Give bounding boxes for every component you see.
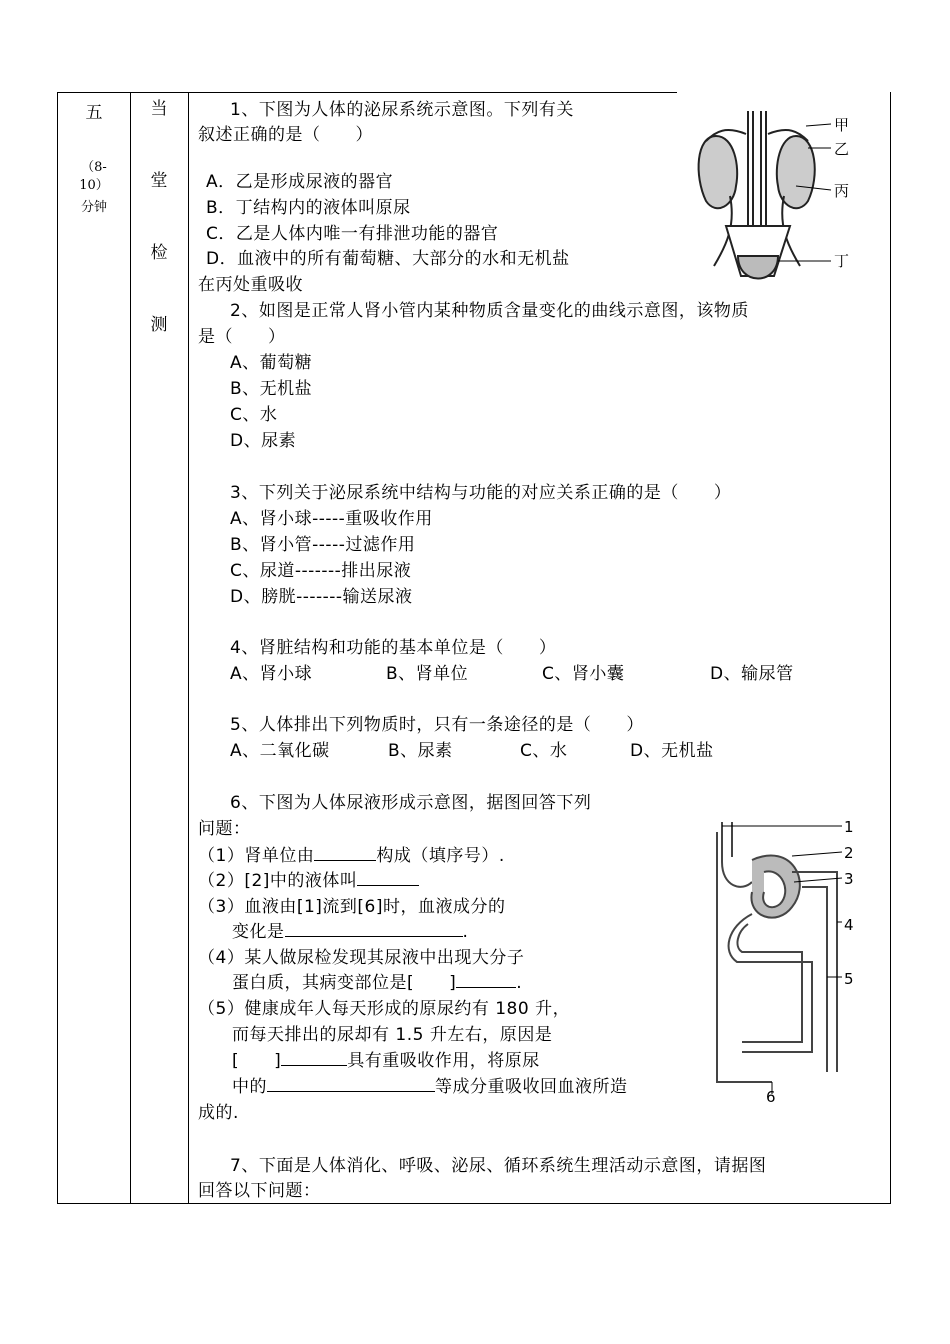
label-jia: 甲 bbox=[834, 116, 850, 134]
q7-stem: 7、下面是人体消化、呼吸、泌尿、循环系统生理活动示意图，请据图 bbox=[230, 1156, 767, 1176]
q6-sub5: （5）健康成年人每天形成的原尿约有 180 升， bbox=[198, 999, 571, 1019]
q6-sub5-cont: 而每天排出的尿却有 1.5 升左右，原因是 bbox=[232, 1025, 553, 1045]
q5-option-b: B、尿素 bbox=[388, 741, 453, 761]
q7-stem: 回答以下问题： bbox=[198, 1181, 321, 1201]
nephron-label-4: 4 bbox=[844, 916, 855, 934]
q5-stem: 5、人体排出下列物质时，只有一条途径的是（ ） bbox=[230, 715, 644, 735]
q4-option-d: D、输尿管 bbox=[710, 664, 794, 684]
label-bing: 丙 bbox=[834, 182, 850, 200]
answer-blank[interactable] bbox=[281, 1049, 347, 1066]
q4-option-c: C、肾小囊 bbox=[542, 664, 625, 684]
section-number: 五 bbox=[85, 103, 103, 123]
q1-option-a: A．乙是形成尿液的器官 bbox=[206, 172, 394, 192]
q6-sub1-text: 构成（填序号）. bbox=[376, 846, 505, 866]
q1-option-b: B．丁结构内的液体叫原尿 bbox=[206, 198, 411, 218]
answer-blank[interactable] bbox=[285, 920, 463, 937]
q3-option-d: D、膀胱-------输送尿液 bbox=[230, 587, 413, 607]
nephron-label-1: 1 bbox=[844, 818, 855, 836]
nephron-label-6: 6 bbox=[766, 1088, 777, 1102]
q6-sub3: （3）血液由[1]流到[6]时，血液成分的 bbox=[198, 897, 506, 917]
section-cell bbox=[58, 92, 130, 221]
q5-option-d: D、无机盐 bbox=[630, 741, 714, 761]
q6-sub2-text: （2）[2]中的液体叫 bbox=[198, 871, 358, 891]
q6-sub5-text: 中的 bbox=[232, 1077, 267, 1097]
q2-stem: 是（ ） bbox=[198, 327, 286, 347]
section-time bbox=[58, 155, 130, 221]
q2-option-b: B、无机盐 bbox=[230, 379, 313, 399]
q3-stem: 3、下列关于泌尿系统中结构与功能的对应关系正确的是（ ） bbox=[230, 483, 732, 503]
title-char: 堂 bbox=[150, 171, 168, 191]
answer-blank[interactable] bbox=[267, 1075, 435, 1092]
time-line: 分钟 bbox=[80, 200, 107, 215]
answer-blank[interactable] bbox=[357, 869, 419, 886]
q6-sub5-end: 成的. bbox=[198, 1103, 239, 1123]
answer-blank[interactable] bbox=[314, 844, 376, 861]
q2-option-d: D、尿素 bbox=[230, 431, 297, 451]
label-ding: 丁 bbox=[834, 252, 850, 270]
q4-stem: 4、肾脏结构和功能的基本单位是（ ） bbox=[230, 638, 557, 658]
q1-stem: 1、下图为人体的泌尿系统示意图。下列有关 bbox=[230, 100, 574, 120]
q6-sub1-text: （1）肾单位由 bbox=[198, 846, 315, 866]
q6-sub4: （4）某人做尿检发现其尿液中出现大分子 bbox=[198, 948, 525, 968]
q3-option-c: C、尿道-------排出尿液 bbox=[230, 561, 412, 581]
q6-sub5-cont bbox=[232, 1049, 540, 1073]
q1-option-c: C．乙是人体内唯一有排泄功能的器官 bbox=[206, 224, 499, 244]
title-char: 检 bbox=[150, 243, 168, 263]
title-char: 测 bbox=[150, 315, 168, 335]
q6-stem: 问题： bbox=[198, 819, 251, 839]
q6-sub5-cont bbox=[232, 1075, 628, 1099]
q2-stem: 2、如图是正常人肾小管内某种物质含量变化的曲线示意图，该物质 bbox=[230, 301, 749, 321]
q5-option-c: C、水 bbox=[520, 741, 568, 761]
q2-option-c: C、水 bbox=[230, 405, 278, 425]
q6-sub3-text: 变化是 bbox=[232, 922, 285, 942]
q1-option-d: D．血液中的所有葡萄糖、大部分的水和无机盐 bbox=[206, 249, 570, 269]
q6-sub4-text: 蛋白质，其病变部位是[ ] bbox=[232, 973, 457, 993]
section-title-cell bbox=[130, 92, 188, 382]
q6-sub2 bbox=[198, 869, 419, 893]
q6-sub4-cont bbox=[232, 971, 522, 995]
q6-sub1 bbox=[198, 844, 505, 868]
q6-stem: 6、下图为人体尿液形成示意图，据图回答下列 bbox=[230, 793, 592, 813]
time-line: 10） bbox=[79, 178, 109, 193]
worksheet-table bbox=[57, 92, 891, 1204]
q3-option-b: B、肾小管-----过滤作用 bbox=[230, 535, 416, 555]
urinary-system-figure bbox=[686, 106, 876, 286]
label-yi: 乙 bbox=[834, 140, 850, 158]
q6-sub4-text: . bbox=[516, 973, 523, 993]
questions-content bbox=[198, 92, 884, 1203]
title-char: 当 bbox=[150, 99, 168, 119]
time-line: （8- bbox=[81, 160, 107, 175]
q5-option-a: A、二氧化碳 bbox=[230, 741, 330, 761]
q2-option-a: A、葡萄糖 bbox=[230, 353, 313, 373]
nephron-label-2: 2 bbox=[844, 844, 855, 862]
q6-sub5-text: [ ] bbox=[232, 1051, 282, 1071]
q1-option-d-cont: 在丙处重吸收 bbox=[198, 275, 303, 295]
q3-option-a: A、肾小球-----重吸收作用 bbox=[230, 509, 433, 529]
q6-sub5-text: 具有重吸收作用，将原尿 bbox=[347, 1051, 540, 1071]
nephron-figure bbox=[712, 812, 892, 1102]
nephron-label-5: 5 bbox=[844, 970, 855, 988]
answer-blank[interactable] bbox=[456, 971, 516, 988]
q6-sub3-cont bbox=[232, 920, 468, 944]
q4-option-b: B、肾单位 bbox=[386, 664, 469, 684]
nephron-label-3: 3 bbox=[844, 870, 855, 888]
q6-sub5-text: 等成分重吸收回血液所造 bbox=[435, 1077, 628, 1097]
q4-option-a: A、肾小球 bbox=[230, 664, 313, 684]
q6-sub3-text: . bbox=[462, 922, 469, 942]
q1-stem: 叙述正确的是（ ） bbox=[198, 125, 373, 145]
column-divider bbox=[188, 92, 189, 1203]
